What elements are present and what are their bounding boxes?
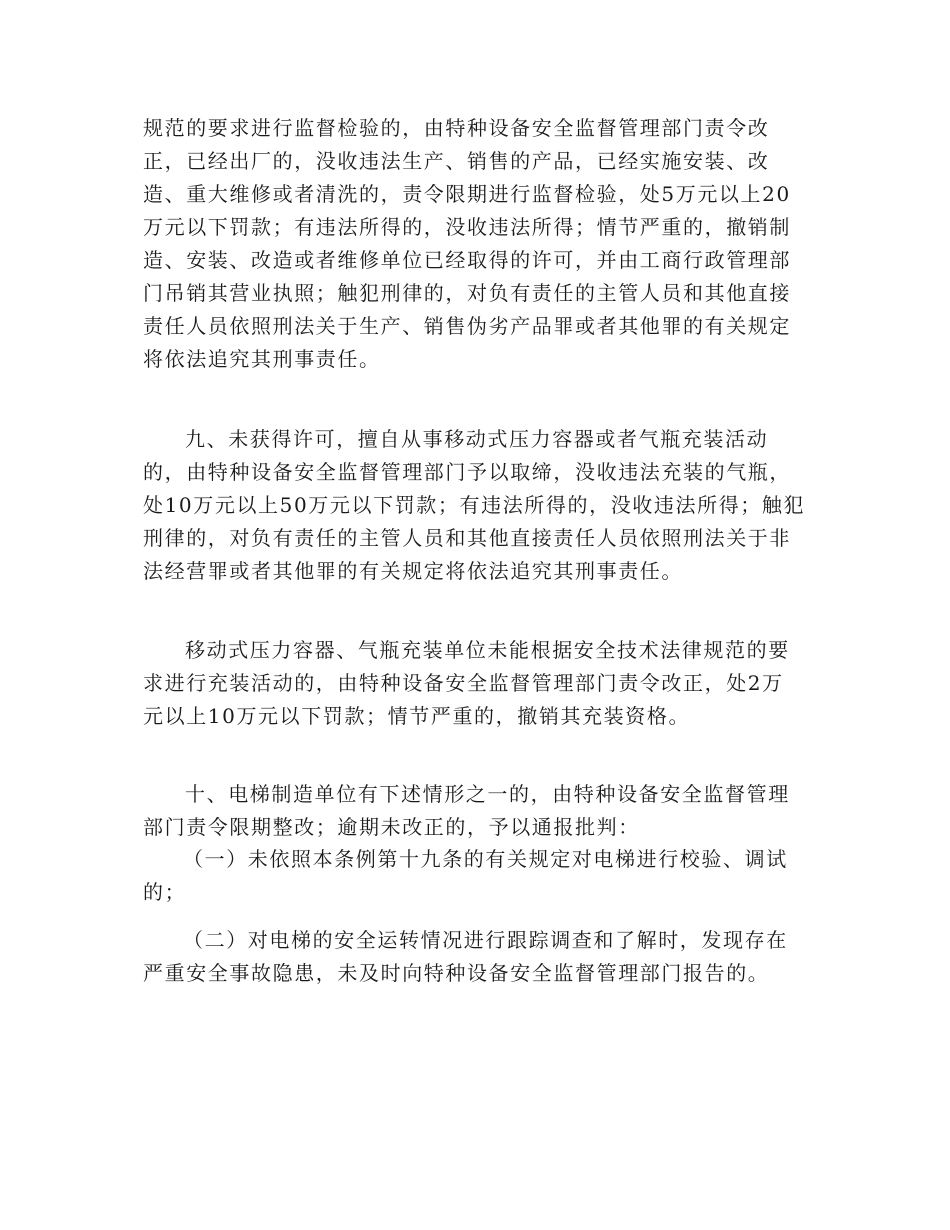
paragraph-filling-units: [143, 634, 823, 733]
text-line: 九、未获得许可，擅自从事移动式压力容器或者气瓶充装活动: [185, 427, 769, 451]
text-line: （一）未依照本条例第十九条的有关规定对电梯进行校验、调试: [183, 847, 788, 871]
text-line: 的；: [143, 880, 187, 904]
paragraph-item-ten: [143, 778, 823, 844]
text-line: 元以上10万元以下罚款；情节严重的，撤销其充装资格。: [143, 704, 691, 728]
text-line: 责任人员依照刑法关于生产、销售伪劣产品罪或者其他罪的有关规定: [143, 314, 791, 338]
text-line: 将依法追究其刑事责任。: [143, 347, 381, 371]
paragraph-item-nine: [143, 423, 823, 588]
text-line: 正，已经出厂的，没收违法生产、销售的产品，已经实施安装、改: [143, 149, 770, 173]
paragraph-subitem-one: [143, 843, 823, 909]
paragraph-penalty-inspection: [143, 112, 823, 376]
text-line: 求进行充装活动的，由特种设备安全监督管理部门责令改正，处2万: [143, 671, 784, 695]
text-line: 严重安全事故隐患，未及时向特种设备安全监督管理部门报告的。: [143, 961, 770, 985]
text-line: 部门责令限期整改；逾期未改正的，予以通报批判：: [143, 815, 640, 839]
text-line: 法经营罪或者其他罪的有关规定将依法追究其刑事责任。: [143, 559, 683, 583]
text-line: 造、安装、改造或者维修单位已经取得的许可，并由工商行政管理部: [143, 248, 791, 272]
paragraph-subitem-two: [143, 924, 823, 990]
text-line: 门吊销其营业执照；触犯刑律的，对负有责任的主管人员和其他直接: [143, 281, 791, 305]
text-line: 的，由特种设备安全监督管理部门予以取缔，没收违法充装的气瓶，: [143, 460, 791, 484]
text-line: 造、重大维修或者清洗的，责令限期进行监督检验，处5万元以上20: [143, 182, 791, 206]
text-line: 处10万元以上50万元以下罚款；有违法所得的，没收违法所得；触犯: [143, 493, 806, 517]
text-line: （二）对电梯的安全运转情况进行跟踪调查和了解时，发现存在: [183, 928, 788, 952]
text-line: 移动式压力容器、气瓶充装单位未能根据安全技术法律规范的要: [185, 638, 790, 662]
text-line: 十、电梯制造单位有下述情形之一的，由特种设备安全监督管理: [185, 782, 790, 806]
text-line: 刑律的，对负有责任的主管人员和其他直接责任人员依照刑法关于非: [143, 526, 791, 550]
text-line: 万元以下罚款；有违法所得的，没收违法所得；情节严重的，撤销制: [143, 215, 791, 239]
text-line: 规范的要求进行监督检验的，由特种设备安全监督管理部门责令改: [143, 116, 770, 140]
